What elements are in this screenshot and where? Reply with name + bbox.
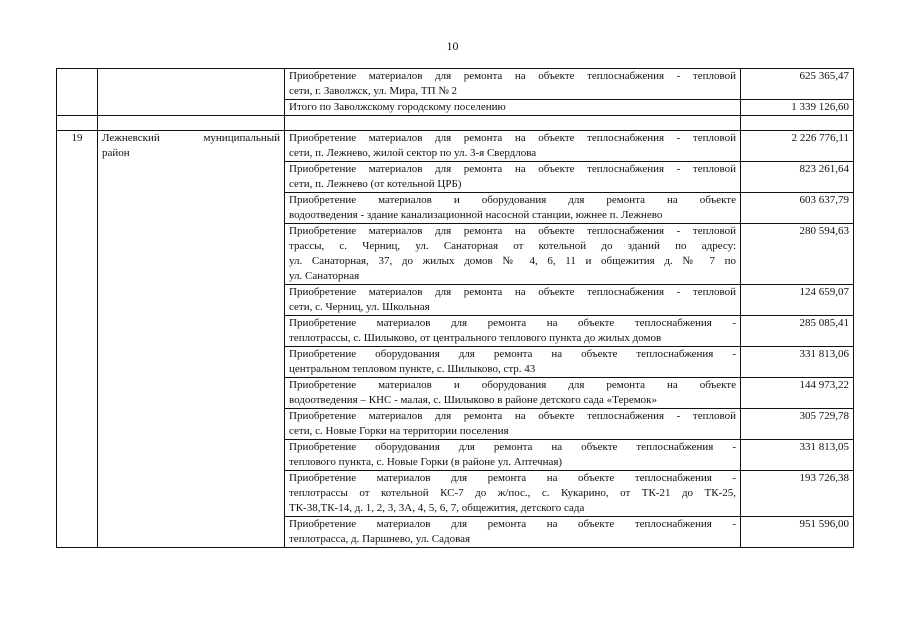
- section-number: 19: [57, 131, 98, 548]
- spacer-cell: [57, 116, 98, 131]
- item-amount: 144 973,22: [741, 378, 854, 409]
- empty-district-cell: [98, 69, 285, 116]
- item-amount: 603 637,79: [741, 193, 854, 224]
- description-line: ул. Санаторная: [289, 270, 360, 282]
- description-line: ТК-38,ТК-14, д. 1, 2, 3, 3А, 4, 5, 6, 7, общежития, детского сада: [289, 502, 585, 514]
- description-line: Приобретение материалов для ремонта на объекте теплоснабжения - тепловой: [289, 410, 736, 422]
- spacer-cell: [741, 116, 854, 131]
- description-line: теплового пункта, с. Новые Горки (в районе ул. Аптечная): [289, 456, 563, 468]
- description-line: сети, п. Лежнево, жилой сектор по ул. 3-я Свердлова: [289, 147, 537, 159]
- item-description: [285, 131, 741, 162]
- item-description: [285, 162, 741, 193]
- item-amount: 305 729,78: [741, 409, 854, 440]
- description-line: Приобретение материалов и оборудования для ремонта на объекте: [289, 379, 736, 391]
- item-description: [285, 440, 741, 471]
- description-line: Приобретение материалов для ремонта на объекте теплоснабжения - тепловой: [289, 286, 736, 298]
- funding-table: [56, 68, 854, 548]
- description-line: Приобретение оборудования для ремонта на объекте теплоснабжения -: [289, 441, 736, 453]
- item-description: [285, 100, 741, 116]
- description-line: теплотрасса, д. Паршнево, ул. Садовая: [289, 533, 471, 545]
- description-line: водоотведения - здание канализационной насосной станции, южнее п. Лежнево: [289, 209, 663, 221]
- description-line: Приобретение материалов для ремонта на объекте теплоснабжения - тепловой: [289, 225, 736, 237]
- description-line: Приобретение материалов для ремонта на объекте теплоснабжения -: [289, 518, 736, 530]
- description-line: Приобретение материалов для ремонта на объекте теплоснабжения -: [289, 472, 736, 484]
- description-line: теплотрассы, с. Шилыково, от центрального теплового пункта до жилых домов: [289, 332, 662, 344]
- item-amount: 625 365,47: [741, 69, 854, 100]
- district-line: Лежневский муниципальный: [102, 132, 280, 144]
- item-description: [285, 471, 741, 517]
- page-number: 10: [446, 39, 459, 53]
- item-amount: 124 659,07: [741, 285, 854, 316]
- spacer-cell: [285, 116, 741, 131]
- item-description: [285, 69, 741, 100]
- description-line: Приобретение материалов для ремонта на объекте теплоснабжения - тепловой: [289, 70, 736, 82]
- empty-number-cell: [57, 69, 98, 116]
- item-description: [285, 409, 741, 440]
- item-description: [285, 517, 741, 548]
- description-line: водоотведения – КНС - малая, с. Шилыково в районе детского сада «Теремок»: [289, 394, 658, 406]
- table-row: [57, 69, 854, 100]
- item-description: [285, 224, 741, 285]
- item-description: [285, 316, 741, 347]
- table-row: [57, 131, 854, 162]
- description-line: трассы, с. Черниц, ул. Санаторная от котельной до зданий по адресу:: [289, 240, 736, 252]
- description-line: сети, г. Заволжск, ул. Мира, ТП № 2: [289, 85, 458, 97]
- item-amount: 331 813,05: [741, 440, 854, 471]
- description-line: Итого по Заволжскому городскому поселению: [289, 101, 506, 113]
- item-amount: 823 261,64: [741, 162, 854, 193]
- item-description: [285, 347, 741, 378]
- description-line: центральном тепловом пункте, с. Шилыково, стр. 43: [289, 363, 536, 375]
- description-line: теплотрассы от котельной КС-7 до ж/пос., с. Кукарино, от ТК-21 до ТК-25,: [289, 487, 736, 499]
- description-line: сети, с. Новые Горки на территории поселения: [289, 425, 509, 437]
- description-line: Приобретение оборудования для ремонта на объекте теплоснабжения -: [289, 348, 736, 360]
- item-amount: 285 085,41: [741, 316, 854, 347]
- item-description: [285, 378, 741, 409]
- item-amount: 193 726,38: [741, 471, 854, 517]
- description-line: сети, с. Черниц, ул. Школьная: [289, 301, 430, 313]
- item-amount: 2 226 776,11: [741, 131, 854, 162]
- item-amount: 331 813,06: [741, 347, 854, 378]
- funding-table-body: [57, 69, 854, 548]
- description-line: Приобретение материалов и оборудования для ремонта на объекте: [289, 194, 736, 206]
- item-amount: 280 594,63: [741, 224, 854, 285]
- spacer-row: [57, 116, 854, 131]
- district-line: район: [102, 147, 130, 159]
- description-line: Приобретение материалов для ремонта на объекте теплоснабжения -: [289, 317, 736, 329]
- item-description: [285, 285, 741, 316]
- item-amount: 951 596,00: [741, 517, 854, 548]
- description-line: ул. Санаторная, 37, до жилых домов № 4, 6, 11 и общежития д. № 7 по: [289, 255, 736, 267]
- item-description: [285, 193, 741, 224]
- description-line: Приобретение материалов для ремонта на объекте теплоснабжения - тепловой: [289, 163, 736, 175]
- district-name: [98, 131, 285, 548]
- description-line: Приобретение материалов для ремонта на объекте теплоснабжения - тепловой: [289, 132, 736, 144]
- spacer-cell: [98, 116, 285, 131]
- item-amount: 1 339 126,60: [741, 100, 854, 116]
- description-line: сети, п. Лежнево (от котельной ЦРБ): [289, 178, 462, 190]
